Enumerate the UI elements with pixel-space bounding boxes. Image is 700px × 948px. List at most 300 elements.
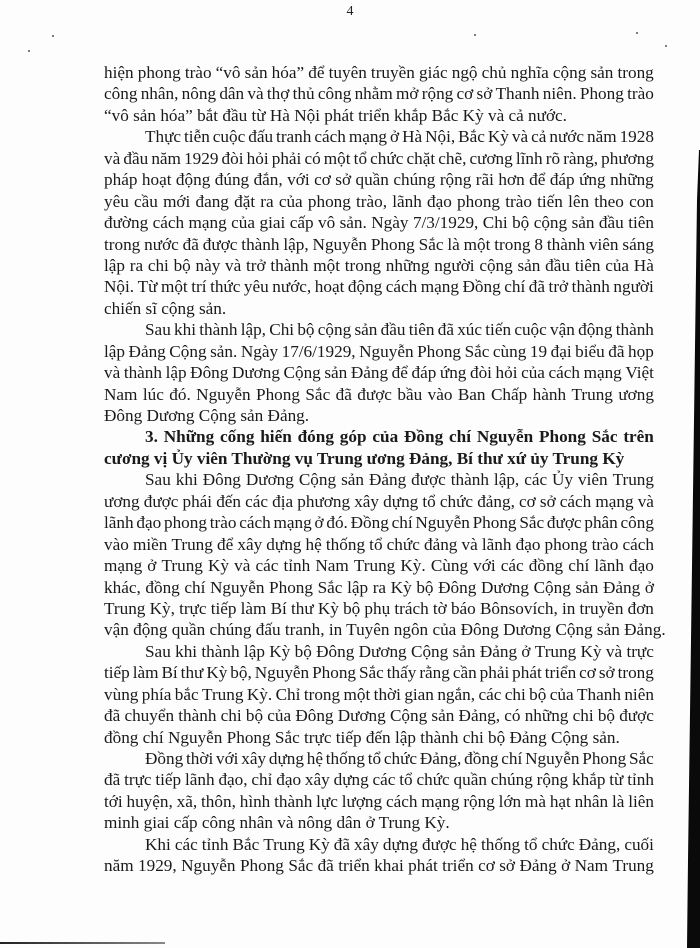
word: đến bbox=[216, 491, 242, 511]
word: làm bbox=[240, 598, 267, 618]
word: thời bbox=[373, 684, 401, 704]
word: người bbox=[613, 277, 654, 297]
word: Thanh bbox=[577, 684, 621, 704]
word: trào bbox=[505, 191, 532, 211]
word: chí bbox=[501, 749, 523, 768]
word: thành bbox=[546, 234, 586, 254]
word: niên. bbox=[542, 84, 577, 104]
word: mạng bbox=[188, 213, 227, 233]
word: đóng bbox=[297, 427, 334, 447]
word: Kỳ. bbox=[246, 684, 273, 704]
word: đòi bbox=[221, 148, 244, 168]
word: lãnh bbox=[594, 556, 624, 576]
word: Khi bbox=[145, 834, 171, 854]
word: cách bbox=[548, 363, 580, 383]
word: cả bbox=[531, 127, 547, 147]
text-line bbox=[104, 662, 654, 683]
word: thư bbox=[180, 663, 204, 683]
word: lập bbox=[104, 341, 125, 361]
word: Nam bbox=[104, 384, 138, 404]
word: Trung bbox=[534, 641, 577, 661]
word: tiên bbox=[574, 255, 601, 275]
word: thành bbox=[123, 363, 162, 383]
word: thành bbox=[274, 791, 313, 811]
word: chí bbox=[568, 556, 590, 576]
word: thời bbox=[185, 749, 214, 768]
text-line bbox=[104, 855, 654, 876]
word: Đảng bbox=[350, 363, 389, 383]
word: Cộng bbox=[389, 706, 428, 726]
word: bộ bbox=[173, 255, 191, 275]
word: sở bbox=[476, 84, 493, 104]
word: sản. bbox=[339, 213, 367, 233]
word: cách bbox=[385, 277, 418, 297]
word: là bbox=[611, 791, 625, 811]
word: Sắc bbox=[418, 234, 444, 254]
word: sản. bbox=[210, 341, 238, 361]
word: Phong bbox=[539, 427, 586, 447]
word: và bbox=[461, 534, 478, 554]
text-line bbox=[104, 212, 654, 233]
word: 17/6/1929, bbox=[281, 341, 356, 361]
text-line bbox=[104, 384, 654, 405]
word: theo bbox=[594, 191, 624, 211]
word: Sắc bbox=[288, 856, 314, 876]
word: ở bbox=[314, 513, 324, 533]
word: cách bbox=[239, 513, 271, 533]
word: khác, bbox=[104, 577, 141, 597]
word: chí bbox=[504, 277, 526, 297]
word: Hà bbox=[402, 127, 423, 147]
word: thành bbox=[201, 641, 240, 661]
word: Sắc bbox=[317, 577, 343, 597]
word: đáp bbox=[549, 170, 575, 190]
word: đặt bbox=[234, 191, 256, 211]
word: chí bbox=[391, 513, 413, 533]
word: thức bbox=[210, 277, 241, 297]
word: đầu bbox=[545, 255, 570, 275]
scan-speck bbox=[665, 45, 667, 47]
word: những bbox=[610, 170, 654, 190]
word: được bbox=[422, 834, 457, 854]
word: Sau bbox=[145, 470, 171, 490]
word: nước, bbox=[272, 277, 312, 297]
word: nông bbox=[181, 84, 217, 104]
word: đầu bbox=[380, 320, 406, 340]
word: 8 bbox=[534, 234, 543, 254]
word: thợ bbox=[266, 84, 290, 104]
word: đạo, bbox=[218, 770, 248, 790]
word: phong bbox=[137, 63, 181, 82]
word: tỉnh bbox=[627, 770, 654, 790]
word: trào bbox=[591, 534, 619, 554]
word: báo bbox=[450, 598, 476, 618]
word: và bbox=[605, 641, 623, 661]
text-line bbox=[104, 62, 654, 83]
text-line bbox=[104, 255, 654, 276]
word: phong bbox=[163, 513, 207, 533]
word: lãnh bbox=[481, 534, 512, 554]
word: các bbox=[255, 556, 279, 576]
word: Sắc bbox=[358, 663, 384, 683]
word: cách bbox=[385, 791, 418, 811]
word: trực bbox=[124, 770, 152, 790]
word: khi bbox=[175, 470, 198, 490]
word: thành bbox=[450, 470, 489, 490]
text-line bbox=[104, 705, 654, 726]
word: Trung bbox=[161, 556, 203, 576]
word: in bbox=[561, 598, 576, 618]
word: chặt bbox=[406, 148, 436, 168]
word: Phong bbox=[582, 749, 627, 768]
word: bộ bbox=[297, 320, 315, 340]
word: phải bbox=[271, 148, 302, 168]
word: huyện, bbox=[126, 791, 173, 811]
word: phong bbox=[544, 534, 588, 554]
text-line bbox=[104, 276, 654, 297]
word: phương bbox=[297, 491, 351, 511]
word: các bbox=[174, 834, 198, 854]
word: sản bbox=[517, 255, 541, 275]
word: hình bbox=[239, 791, 271, 811]
word: trong bbox=[104, 234, 141, 254]
word: Nguyễn bbox=[476, 427, 534, 447]
word: tờ bbox=[432, 598, 447, 618]
word: Nguyễn bbox=[525, 749, 580, 768]
word: xây bbox=[237, 534, 263, 554]
word: sản bbox=[341, 470, 364, 490]
word: địa bbox=[272, 491, 294, 511]
word: Đông bbox=[202, 470, 241, 490]
word: Nguyễn bbox=[359, 341, 414, 361]
word: tiên bbox=[628, 213, 654, 233]
word: trực bbox=[179, 598, 207, 618]
word: chi bbox=[220, 706, 242, 726]
word: Trung bbox=[353, 556, 396, 576]
word: hơn bbox=[498, 170, 525, 190]
word: trách bbox=[394, 598, 429, 618]
word: hiến bbox=[260, 427, 292, 447]
word: biểu bbox=[575, 341, 605, 361]
word: Kỳ, bbox=[149, 598, 175, 618]
word: bộ bbox=[245, 706, 264, 726]
word: lãnh bbox=[185, 770, 215, 790]
word: đảng bbox=[423, 534, 458, 554]
word: cách bbox=[622, 534, 654, 554]
word: năm bbox=[151, 148, 181, 168]
word: từ bbox=[609, 770, 624, 790]
word: lập bbox=[243, 641, 265, 661]
word: sở bbox=[539, 491, 556, 511]
word: sản bbox=[244, 63, 268, 82]
word: làm bbox=[132, 663, 159, 683]
word: Dương bbox=[337, 706, 386, 726]
word: thấy bbox=[386, 663, 417, 683]
word: để bbox=[529, 170, 546, 190]
word: phong bbox=[307, 191, 351, 211]
word: Cộng bbox=[298, 470, 337, 490]
word: cộng bbox=[479, 255, 513, 275]
word: ngộ bbox=[451, 63, 478, 82]
section-heading-line: cương vị Ủy viên Thường vụ Trung ương Đảng, Bí thư xứ ủy Trung Kỳ bbox=[104, 448, 625, 468]
text-line bbox=[104, 169, 654, 190]
word: gian bbox=[404, 684, 434, 704]
scan-dark-edge bbox=[680, 0, 700, 948]
word: bộ bbox=[512, 213, 530, 233]
word: trở bbox=[548, 277, 569, 297]
word: Phong bbox=[256, 384, 300, 404]
word: vận bbox=[550, 320, 575, 340]
word: dựng bbox=[333, 770, 369, 790]
text-line bbox=[104, 748, 654, 769]
word: bộ bbox=[529, 684, 547, 704]
word: vùng bbox=[104, 684, 139, 704]
word: của bbox=[372, 427, 399, 447]
text-line bbox=[104, 126, 654, 147]
word: đó. bbox=[326, 513, 348, 533]
word: Đảng bbox=[519, 856, 557, 876]
word: Cộng bbox=[283, 363, 321, 383]
word: 3. bbox=[145, 427, 158, 447]
word: Kỳ bbox=[208, 556, 230, 576]
word: Từ bbox=[137, 277, 158, 297]
word: Phong bbox=[370, 234, 415, 254]
word: hạt bbox=[549, 791, 571, 811]
word: xây bbox=[354, 491, 380, 511]
word: cơ bbox=[478, 856, 495, 876]
word: Đảng bbox=[368, 470, 407, 490]
word: để bbox=[391, 363, 408, 383]
word: phân bbox=[584, 513, 618, 533]
word: mạng bbox=[104, 556, 143, 576]
word: pháp bbox=[104, 170, 138, 190]
word: bộ bbox=[416, 577, 434, 597]
word: Bắc bbox=[232, 834, 260, 854]
word: một bbox=[313, 255, 341, 275]
word: trở bbox=[246, 255, 266, 275]
word: và bbox=[511, 127, 529, 147]
word: Sắc bbox=[628, 749, 654, 768]
word: Nguyễn bbox=[415, 513, 470, 533]
word: đúng bbox=[214, 170, 250, 190]
word: đã bbox=[333, 834, 350, 854]
text-line bbox=[104, 362, 654, 383]
word: và bbox=[225, 255, 242, 275]
word: rãi bbox=[475, 170, 494, 190]
word: cộng bbox=[533, 213, 568, 233]
word: Chấp bbox=[490, 384, 528, 404]
word: Ngày bbox=[240, 341, 279, 361]
word: có bbox=[504, 706, 521, 726]
word: Trung bbox=[612, 856, 654, 876]
word: chẽ, bbox=[438, 148, 467, 168]
word: vô bbox=[317, 213, 336, 233]
word: thư bbox=[291, 598, 314, 618]
word: quần bbox=[355, 170, 389, 190]
word: ứng bbox=[439, 363, 467, 383]
word: Kỳ bbox=[308, 834, 330, 854]
word: và bbox=[637, 491, 654, 511]
text-line bbox=[104, 791, 654, 812]
word: nghĩa bbox=[510, 63, 549, 82]
word: được bbox=[411, 470, 446, 490]
word: chí bbox=[184, 577, 206, 597]
word: lúc bbox=[142, 384, 164, 404]
word: 1929, bbox=[138, 856, 177, 876]
word: Nguyễn bbox=[254, 663, 310, 683]
word: tỉnh bbox=[201, 834, 229, 854]
word: trào, bbox=[356, 191, 388, 211]
word: tiếp bbox=[104, 663, 130, 683]
word: Trung bbox=[571, 384, 613, 404]
word: Ủy bbox=[552, 470, 574, 490]
word: Dương bbox=[245, 470, 294, 490]
word: Sắc bbox=[591, 427, 618, 447]
word: đồng bbox=[528, 556, 564, 576]
word: có bbox=[304, 148, 321, 168]
word: cách bbox=[314, 127, 346, 147]
word: ứng bbox=[579, 170, 606, 190]
word: chúng bbox=[490, 770, 533, 790]
text-line: vận động quần chúng đấu tranh, in Tuyên ngôn của Đông Dương Cộng sản Đảng. bbox=[104, 620, 666, 640]
word: khi bbox=[175, 641, 198, 661]
word: chi bbox=[504, 684, 526, 704]
section-heading-line bbox=[104, 426, 654, 447]
word: hệ bbox=[306, 749, 323, 768]
word: đáp bbox=[411, 363, 437, 383]
word: bộ bbox=[597, 706, 615, 726]
word: niên bbox=[624, 684, 654, 704]
word: hóa” bbox=[271, 63, 305, 82]
word: chức bbox=[386, 534, 420, 554]
word: hỏi bbox=[246, 148, 269, 168]
word: Nguyễn bbox=[210, 577, 265, 597]
word: bộ bbox=[343, 598, 361, 618]
word: hoạt bbox=[141, 170, 172, 190]
word: đồng bbox=[145, 577, 180, 597]
word: Cộng bbox=[169, 341, 207, 361]
word: tỉnh bbox=[283, 556, 311, 576]
page-number: 4 bbox=[346, 4, 354, 19]
word: đã bbox=[528, 277, 546, 297]
word: mạng bbox=[273, 513, 312, 533]
word: Kỳ bbox=[317, 598, 339, 618]
word: đại bbox=[550, 341, 572, 361]
word: sản bbox=[575, 577, 599, 597]
word: cương bbox=[469, 148, 513, 168]
word: mạng bbox=[595, 491, 634, 511]
word: ra bbox=[129, 255, 144, 275]
word: tiếp bbox=[210, 598, 237, 618]
word: tổ bbox=[367, 749, 382, 768]
word: Hà bbox=[633, 255, 654, 275]
word: lập bbox=[104, 255, 125, 275]
word: sản bbox=[571, 213, 595, 233]
word: lãnh bbox=[104, 513, 134, 533]
word: Trung bbox=[104, 598, 146, 618]
text-line bbox=[104, 491, 654, 512]
word: rằng bbox=[419, 663, 450, 683]
word: sản bbox=[590, 63, 614, 82]
word: lãnh bbox=[392, 191, 422, 211]
word: đồng bbox=[464, 749, 499, 768]
word: sáng bbox=[622, 234, 654, 254]
word: Đảng, bbox=[458, 706, 501, 726]
word: nước bbox=[144, 234, 179, 254]
word: phải bbox=[479, 663, 510, 683]
word: Đồng bbox=[145, 749, 184, 768]
word: chỉ bbox=[251, 770, 273, 790]
word: Kỳ. bbox=[400, 556, 426, 576]
word: là bbox=[447, 234, 460, 254]
word: tổ bbox=[524, 834, 538, 854]
word: trí bbox=[191, 277, 207, 297]
word: các bbox=[372, 770, 396, 790]
word: đắn, bbox=[253, 170, 283, 190]
word: Nội. bbox=[104, 277, 135, 297]
word: chí bbox=[449, 427, 471, 447]
word: Trung bbox=[263, 834, 305, 854]
word: cơ bbox=[456, 84, 474, 104]
word: các bbox=[245, 491, 269, 511]
word: cống bbox=[220, 427, 255, 447]
word: sản bbox=[324, 363, 348, 383]
word: các bbox=[478, 684, 502, 704]
word: năm bbox=[104, 856, 134, 876]
text-line bbox=[104, 512, 654, 533]
word: công bbox=[620, 513, 654, 533]
word: và bbox=[104, 148, 121, 168]
word: chủ bbox=[481, 63, 507, 82]
word: tổ bbox=[353, 148, 368, 168]
word: xây bbox=[304, 770, 330, 790]
word: được bbox=[546, 513, 582, 533]
word: ra bbox=[260, 191, 274, 211]
text-line bbox=[104, 534, 654, 555]
word: một bbox=[160, 277, 188, 297]
word: xúc bbox=[457, 320, 483, 340]
word: Kỳ bbox=[206, 663, 228, 683]
word: lên bbox=[568, 191, 590, 211]
word: khai bbox=[374, 856, 404, 876]
word: mạng bbox=[583, 363, 622, 383]
word: Chi bbox=[482, 213, 508, 233]
word: tổ bbox=[399, 770, 413, 790]
word: đang bbox=[195, 191, 229, 211]
word: Bí bbox=[270, 598, 287, 618]
word: Dương bbox=[358, 641, 407, 661]
word: tiến bbox=[485, 320, 512, 340]
scan-speck bbox=[28, 50, 30, 52]
word: và bbox=[247, 84, 264, 104]
word: Đông bbox=[295, 706, 334, 726]
word: chức bbox=[416, 770, 450, 790]
word: đó. bbox=[169, 384, 191, 404]
word: viên bbox=[578, 470, 608, 490]
word: đã bbox=[104, 706, 121, 726]
word: đã bbox=[437, 320, 454, 340]
word: Dương bbox=[480, 577, 529, 597]
word: mở bbox=[396, 84, 419, 104]
word: một bbox=[463, 234, 491, 254]
word: Chỉ bbox=[275, 684, 301, 704]
word: 7/3/1929, bbox=[412, 213, 479, 233]
word: Đảng, bbox=[578, 834, 621, 854]
word: Kỳ bbox=[269, 641, 291, 661]
word: khi bbox=[174, 320, 196, 340]
word: Nguyễn bbox=[181, 856, 236, 876]
word: thủ bbox=[292, 84, 315, 104]
